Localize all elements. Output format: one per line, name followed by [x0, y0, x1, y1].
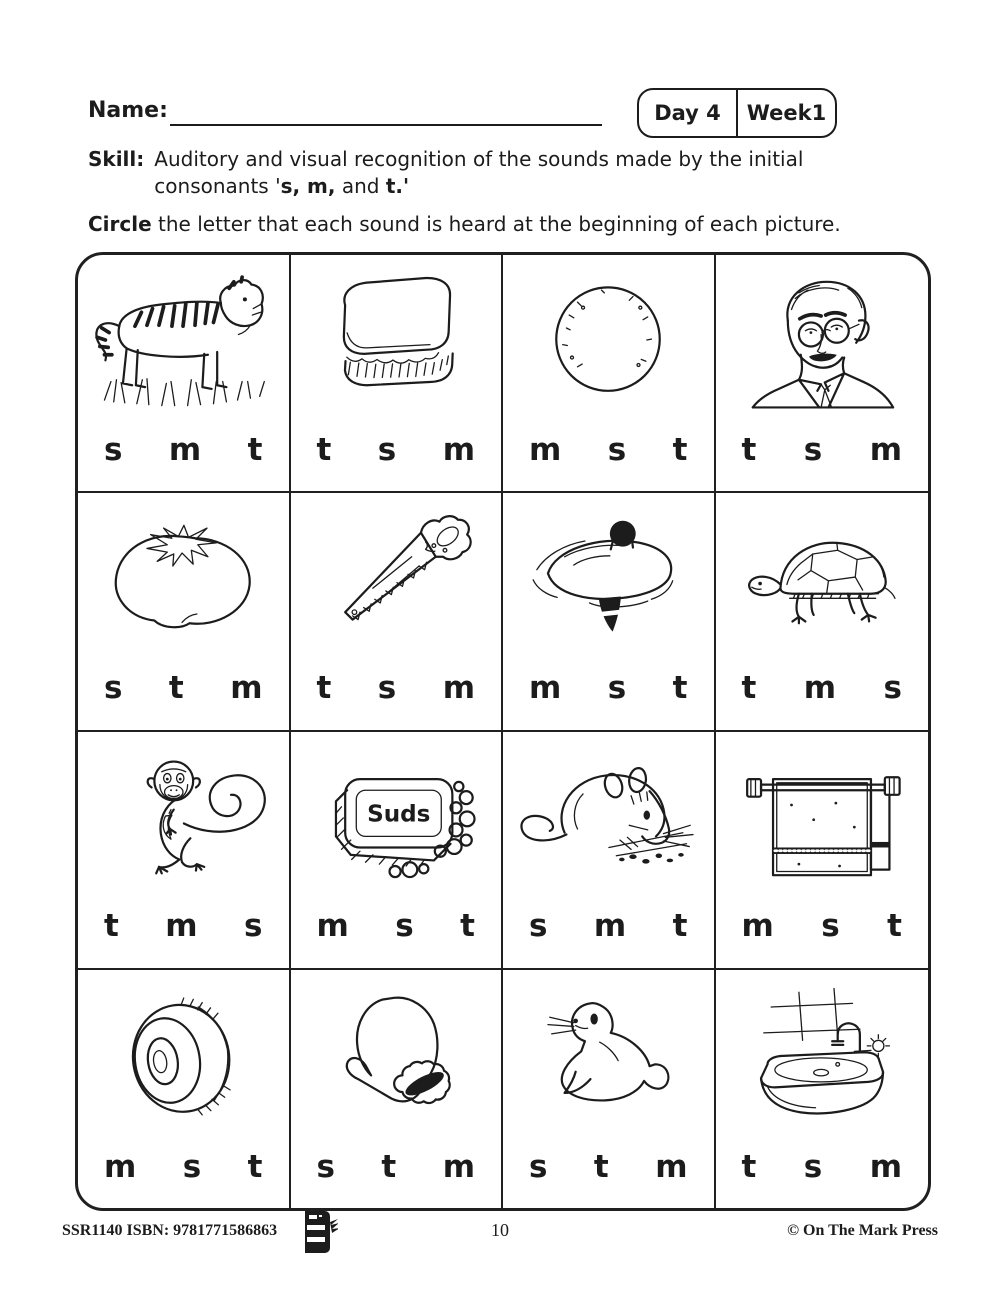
letter-choice[interactable]: s: [182, 1148, 202, 1185]
letter-choices: [78, 421, 289, 491]
letter-choice[interactable]: t: [741, 431, 757, 468]
cell-sink: [716, 970, 929, 1208]
letter-choice[interactable]: t: [672, 670, 688, 706]
letter-choices: [716, 898, 929, 968]
letter-choice[interactable]: t: [381, 1148, 397, 1185]
letter-choice[interactable]: m: [165, 908, 198, 945]
moon-image: [503, 255, 714, 421]
letter-choice[interactable]: m: [230, 670, 263, 706]
letter-choice[interactable]: m: [529, 431, 562, 468]
man-image: [716, 255, 929, 421]
letter-choices: [503, 898, 714, 968]
cell-seal: [503, 970, 716, 1208]
letter-choice[interactable]: t: [460, 908, 475, 945]
day-badge: Day 4: [639, 90, 738, 136]
letter-choice[interactable]: m: [316, 908, 349, 945]
letter-choices: [503, 1138, 714, 1208]
letter-choice[interactable]: s: [377, 431, 397, 468]
soap-label: Suds: [366, 801, 431, 828]
letter-choice[interactable]: t: [887, 908, 902, 945]
mouse-image: [503, 732, 714, 898]
spinning-top-image: [503, 493, 714, 659]
sink-image: [716, 970, 929, 1138]
cell-monkey: [78, 732, 291, 970]
picture-grid: [75, 252, 931, 1211]
skill-description: Auditory and visual recognition of the sounds made by the initial consonants 's, m, and t.': [154, 147, 804, 198]
letter-choices: [716, 421, 929, 491]
letter-choice[interactable]: t: [672, 431, 688, 468]
letter-choice[interactable]: m: [442, 431, 475, 468]
letter-choice[interactable]: s: [883, 670, 902, 706]
cell-moon: [503, 255, 716, 493]
skill-label: Skill:: [88, 147, 145, 171]
letter-choice[interactable]: t: [593, 1148, 609, 1185]
cell-turtle: [716, 493, 929, 731]
sandwich-image: [291, 255, 502, 421]
letter-choices: [78, 660, 289, 730]
cell-spinning-top: [503, 493, 716, 731]
letter-choice[interactable]: s: [316, 1148, 335, 1185]
cell-sandwich: [291, 255, 504, 493]
tire-image: [78, 970, 289, 1138]
isbn-text: SSR1140 ISBN: 9781771586863: [62, 1222, 278, 1239]
letter-choice[interactable]: t: [168, 670, 184, 706]
tomato-image: [78, 493, 289, 659]
letter-choice[interactable]: m: [529, 670, 562, 706]
letter-choice[interactable]: m: [655, 1148, 688, 1185]
saw-image: [291, 493, 502, 659]
letter-choice[interactable]: s: [803, 431, 823, 468]
letter-choice[interactable]: m: [442, 670, 475, 706]
seal-image: [503, 970, 714, 1138]
letter-choices: [291, 421, 502, 491]
letter-choice[interactable]: m: [803, 670, 837, 706]
cell-man: [716, 255, 929, 493]
letter-choice[interactable]: s: [803, 1148, 823, 1185]
copyright-text: © On The Mark Press: [787, 1222, 938, 1239]
soap-image: [291, 732, 502, 898]
letter-choice[interactable]: t: [741, 670, 757, 706]
letter-choice[interactable]: m: [869, 431, 902, 468]
letter-choice[interactable]: s: [377, 670, 397, 706]
cell-soap: [291, 732, 504, 970]
cell-mouse: [503, 732, 716, 970]
letter-choice[interactable]: s: [607, 431, 627, 468]
letter-choice[interactable]: t: [672, 908, 688, 945]
letter-choice[interactable]: t: [316, 670, 332, 706]
day-week-badge: [637, 88, 837, 138]
cell-tiger: [78, 255, 291, 493]
letter-choice[interactable]: s: [104, 431, 123, 468]
cell-tomato: [78, 493, 291, 731]
letter-choices: [503, 660, 714, 730]
letter-choice[interactable]: m: [741, 908, 774, 945]
letter-choice[interactable]: t: [247, 431, 263, 468]
letter-choice[interactable]: s: [104, 670, 123, 706]
cell-mitten: [291, 970, 504, 1208]
turtle-image: [716, 493, 929, 659]
letter-choices: [716, 1138, 929, 1208]
letter-choices: [78, 1138, 289, 1208]
letter-choices: [291, 660, 502, 730]
letter-choices: [716, 660, 929, 730]
letter-choice[interactable]: s: [821, 908, 840, 945]
week-badge: Week1: [746, 101, 827, 125]
name-input-line[interactable]: [170, 96, 602, 126]
letter-choice[interactable]: t: [104, 908, 119, 945]
letter-choice[interactable]: m: [869, 1148, 902, 1185]
letter-choice[interactable]: t: [741, 1148, 757, 1185]
letter-choice[interactable]: m: [593, 908, 627, 945]
name-label: Name:: [88, 98, 168, 123]
page-number: 10: [491, 1220, 509, 1240]
letter-choice[interactable]: m: [104, 1148, 137, 1185]
letter-choices: [291, 1138, 502, 1208]
letter-choices: [503, 421, 714, 491]
letter-choices: [78, 898, 289, 968]
letter-choice[interactable]: s: [529, 908, 548, 945]
letter-choice[interactable]: s: [244, 908, 263, 945]
cell-towel: [716, 732, 929, 970]
letter-choice[interactable]: s: [529, 1148, 548, 1185]
letter-choice[interactable]: s: [607, 670, 627, 706]
mitten-image: [291, 970, 502, 1138]
letter-choice[interactable]: t: [316, 431, 332, 468]
cell-tire: [78, 970, 291, 1208]
towel-image: [716, 732, 929, 898]
letter-choice[interactable]: m: [442, 1148, 475, 1185]
skill-text: [88, 146, 918, 200]
letter-choices: [291, 898, 502, 968]
letter-choice[interactable]: m: [168, 431, 202, 468]
instruction-text: Circle the letter that each sound is heard at the beginning of each picture.: [88, 212, 841, 236]
monkey-image: [78, 732, 289, 898]
cell-saw: [291, 493, 504, 731]
letter-choice[interactable]: t: [247, 1148, 263, 1185]
tiger-image: [78, 255, 289, 421]
letter-choice[interactable]: s: [395, 908, 414, 945]
